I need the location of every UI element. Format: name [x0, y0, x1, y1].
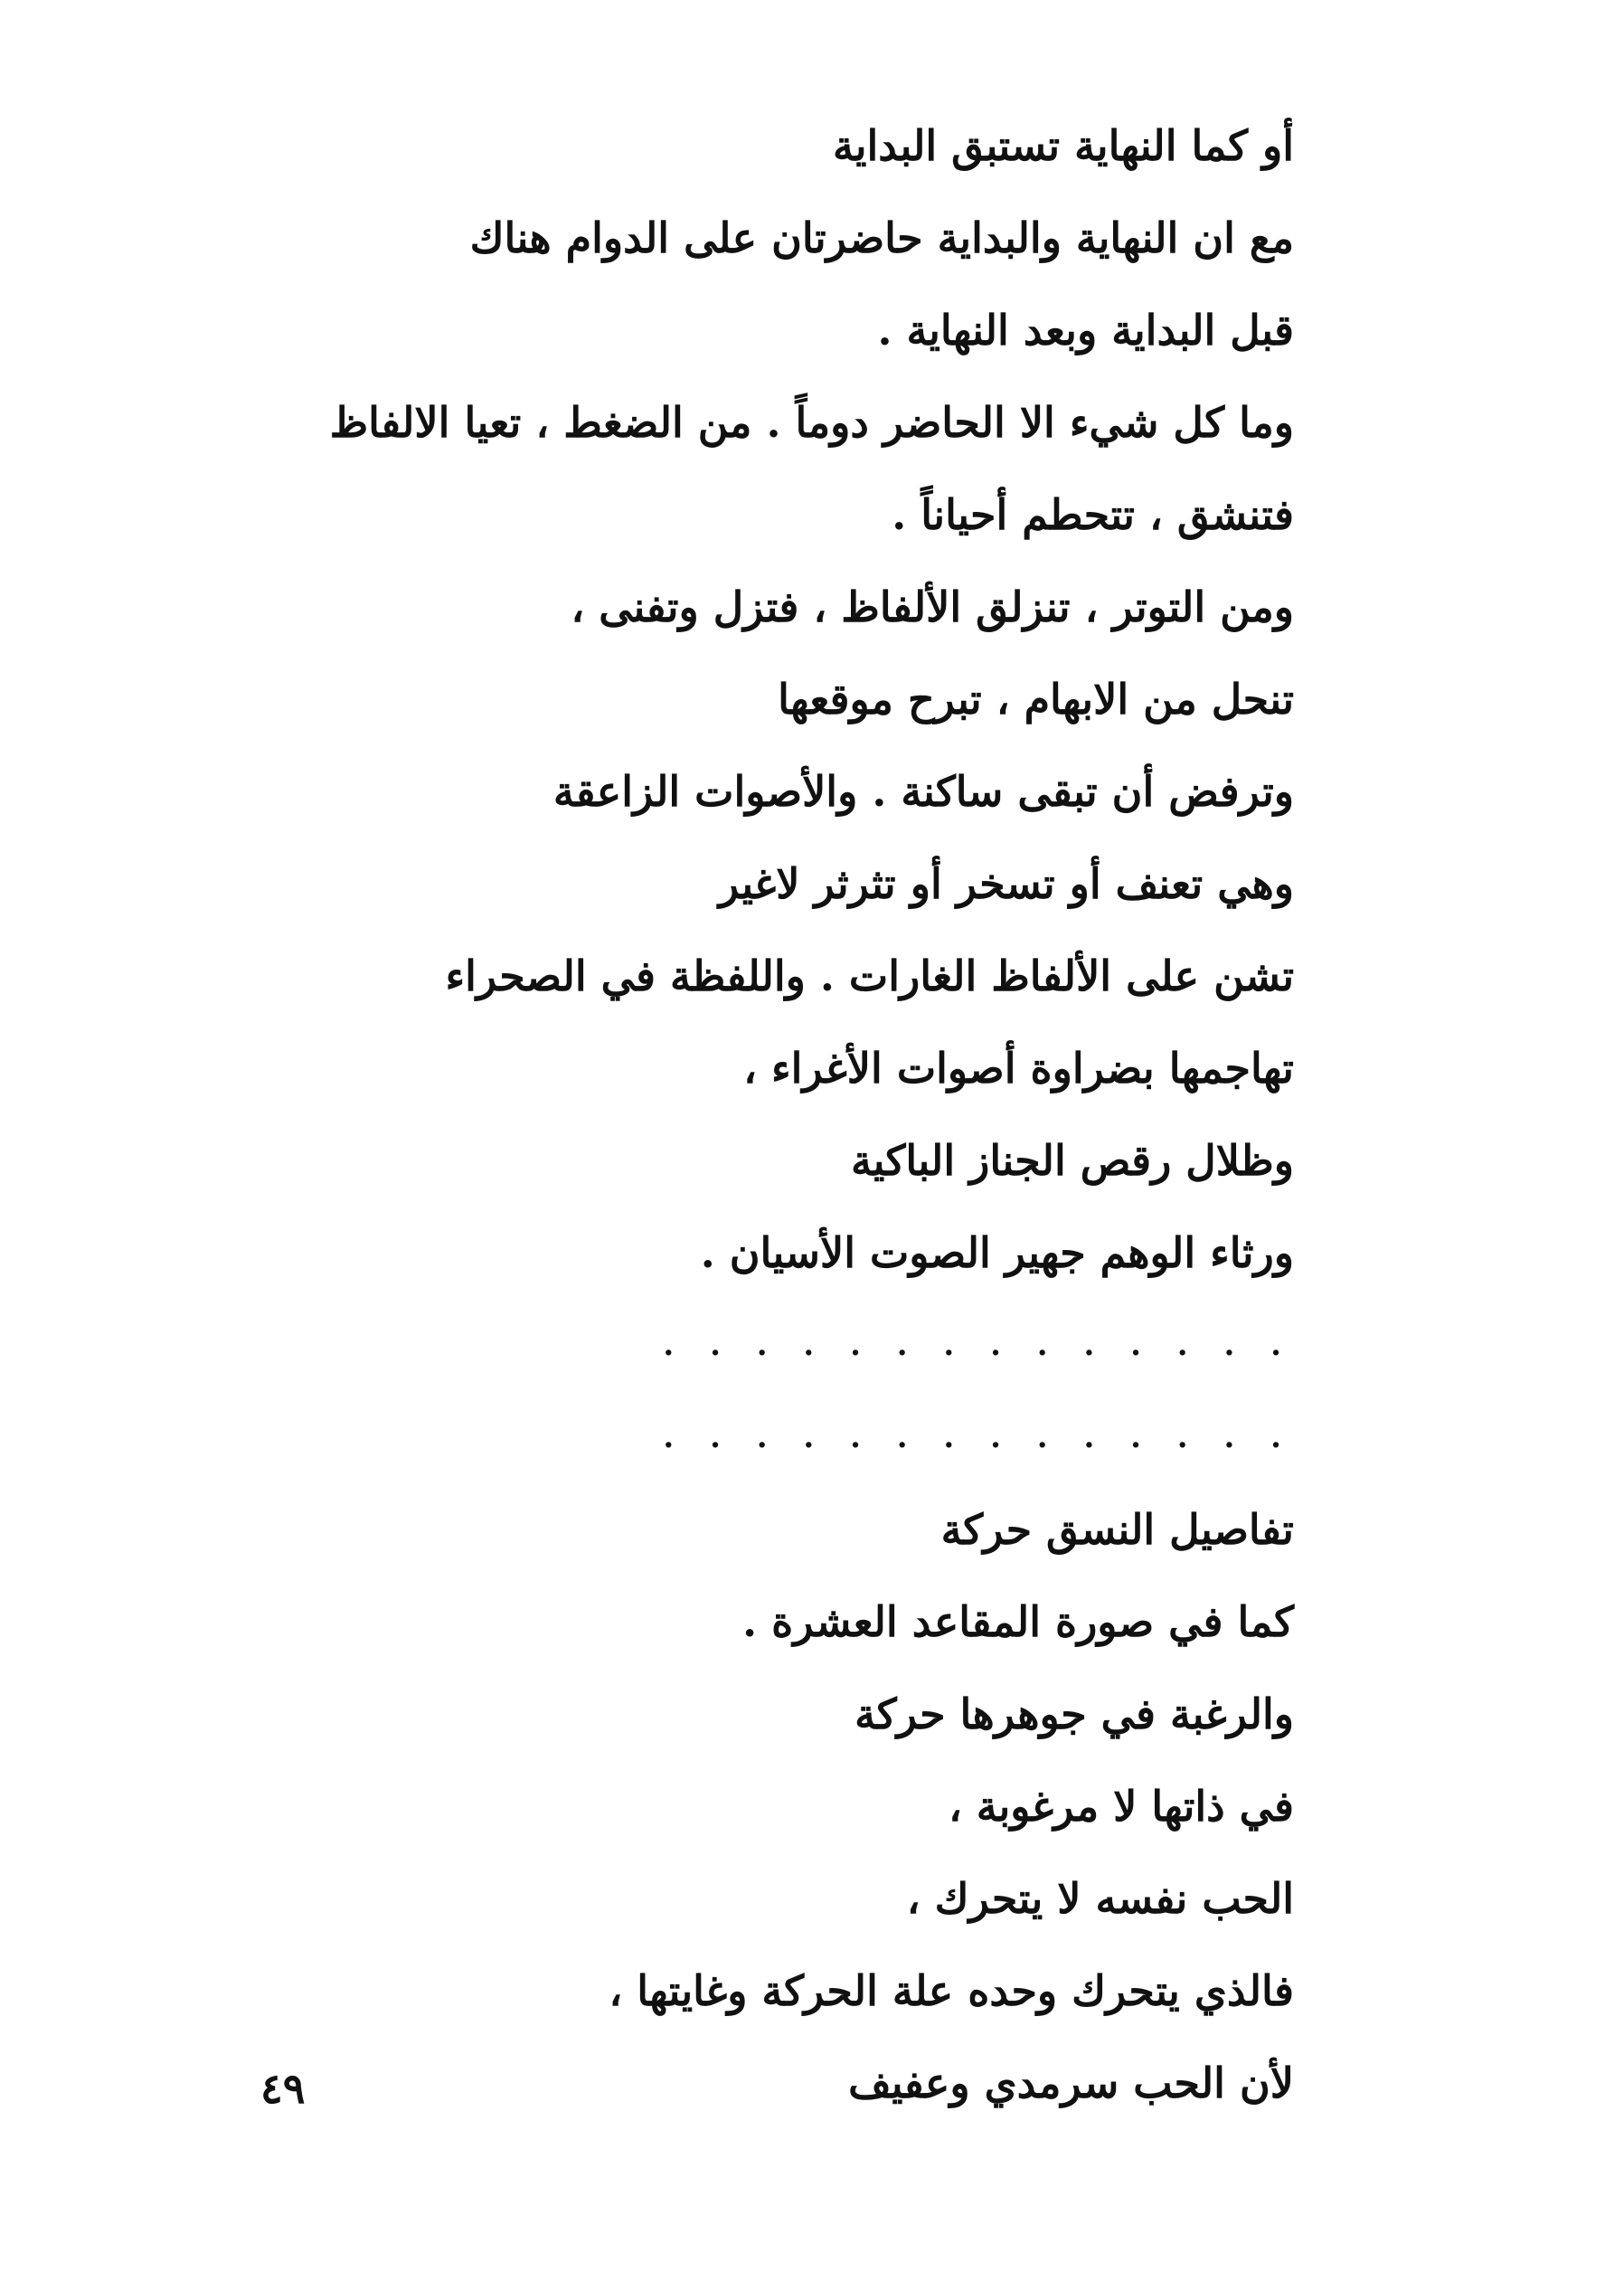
- poem-line: في ذاتها لا مرغوبة ،: [948, 1782, 1294, 1831]
- poem-line: الحب نفسه لا يتحرك ،: [906, 1874, 1294, 1923]
- poem-line: فتنشق ، تتحطم أحياناً .: [892, 490, 1294, 539]
- page-number: ٤٩: [260, 2064, 306, 2113]
- poem-line: ومن التوتر ، تنزلق الألفاظ ، فتزل وتفنى ،: [571, 582, 1294, 631]
- poem-line: والرغبة في جوهرها حركة: [854, 1690, 1294, 1738]
- poem-line: وهي تعنف أو تسخر أو تثرثر لاغير: [718, 859, 1294, 908]
- poem-line: ورثاء الوهم جهير الصوت الأسيان .: [700, 1228, 1294, 1277]
- poem-line: فالذي يتحرك وحده علة الحركة وغايتها ،: [609, 1966, 1294, 2015]
- poem-line: تنحل من الابهام ، تبرح موقعها: [778, 675, 1294, 724]
- poem-line: لأن الحب سرمدي وعفيف: [848, 2059, 1294, 2107]
- poem-line: كما في صورة المقاعد العشرة .: [742, 1597, 1294, 1646]
- ellipsis-line: . . . . . . . . . . . . . .: [663, 1419, 1294, 1455]
- poem-line: وما كل شيء الا الحاضر دوماً . من الضغط ، تعيا الالفاظ: [329, 398, 1294, 447]
- poem-line: قبل البداية وبعد النهاية .: [877, 306, 1294, 355]
- poem-line: وترفض أن تبقى ساكنة . والأصوات الزاعقة: [552, 767, 1294, 816]
- poem-line: وظلال رقص الجناز الباكية: [850, 1136, 1294, 1185]
- poem-line: مع ان النهاية والبداية حاضرتان على الدوام هناك: [469, 213, 1294, 262]
- poem-line: تشن على الألفاظ الغارات . واللفظة في الصحراء: [445, 951, 1294, 1000]
- poem-line: تهاجمها بضراوة أصوات الأغراء ،: [743, 1044, 1294, 1093]
- poem-line: تفاصيل النسق حركة: [940, 1505, 1294, 1554]
- poem-line: أو كما النهاية تستبق البداية: [833, 121, 1294, 170]
- ellipsis-line: . . . . . . . . . . . . . .: [663, 1327, 1294, 1363]
- poem-text: [299, 99, 1294, 2129]
